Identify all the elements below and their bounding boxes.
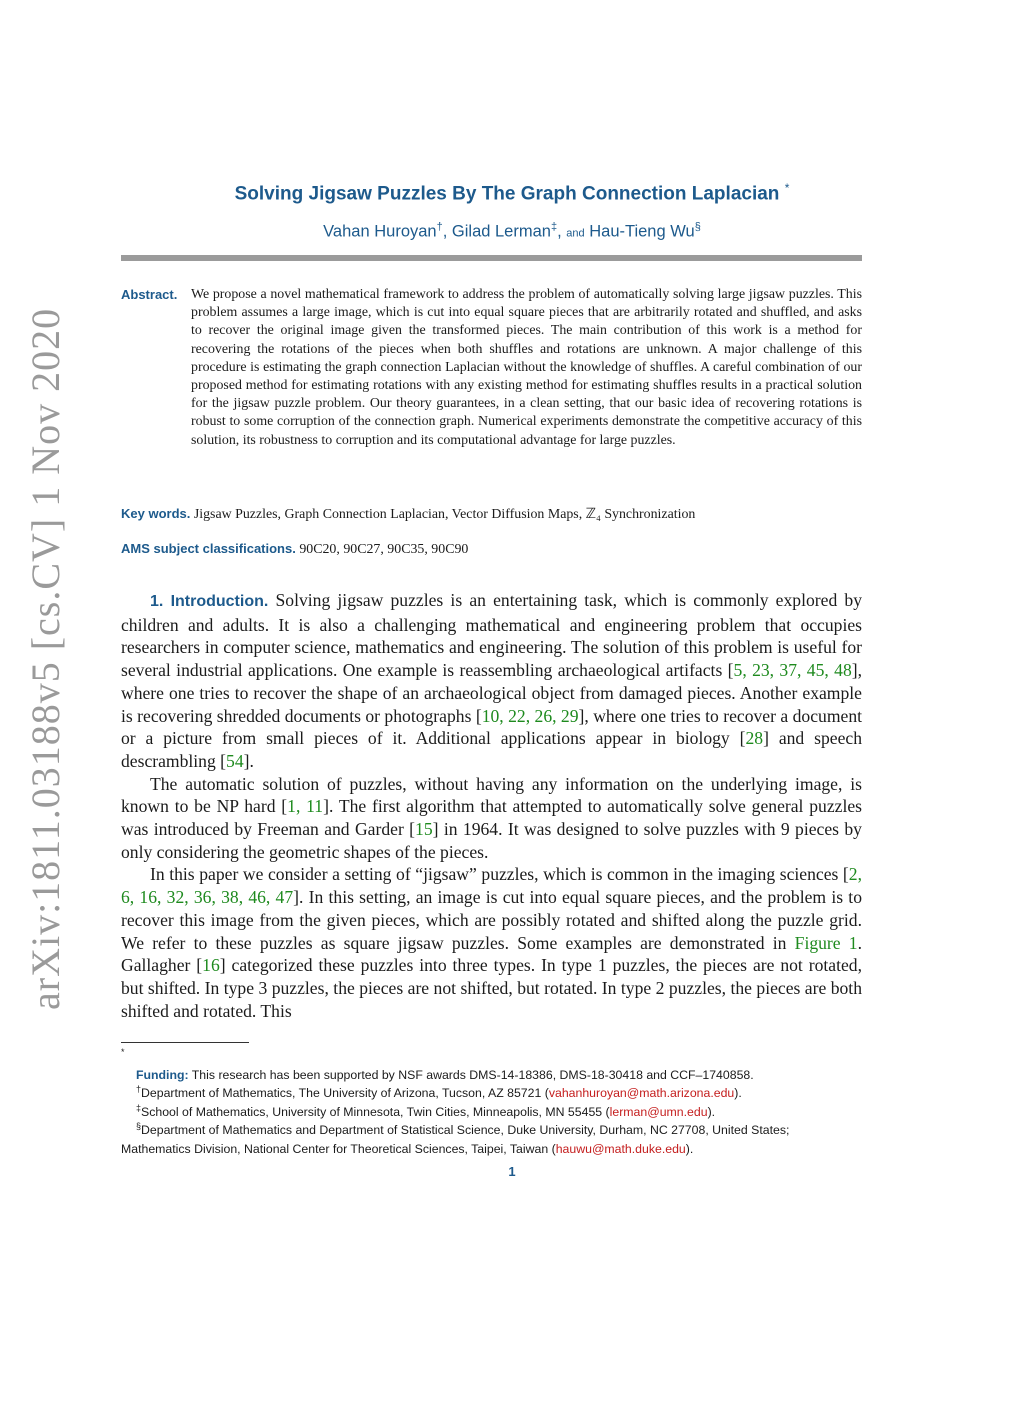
author-mark: †	[436, 221, 443, 233]
text-run: ] categorized these puzzles into three types. In type 1 puzzles, the pieces are not rotated, but shifted. In type 3 puzzles, the pieces are not shifted, but rotated. In type 2 puzzles, the pieces are both shifted and rotated. This	[121, 955, 862, 1021]
section-heading	[150, 593, 268, 610]
footnote-funding	[121, 1066, 862, 1085]
text-run: ], where one tries to recover a document or a picture from small pieces of it. Additional applications appear in biology [	[121, 705, 862, 749]
author-separator: ,	[557, 222, 562, 241]
text-run: ]. The first algorithm that attempted to automatically solve general puzzles was introduced by Freeman and Garder [	[121, 796, 862, 840]
footnote-affiliation-3	[121, 1121, 862, 1158]
citation-link[interactable]: 10, 22, 26, 29	[481, 705, 579, 726]
text-run: ]. In this setting, an image is cut into equal square pieces, and the problem is to recover this image from the given pieces, which are possibly rotated and shifted along the puzzle grid. We refer to these puzzles as square jigsaw puzzles. Some examples are demonstrated in	[121, 887, 862, 953]
text-run: Solving jigsaw puzzles is an entertaining task, which is commonly explored by children and adults. It is also a challenging mathematical and engineering problem that occupies researchers in computer science, mathematics and engineering. The solution of this problem is useful for several industrial applications. One example is reassembling archaeological artifacts [	[121, 590, 862, 681]
author-name: Hau-Tieng Wu	[589, 222, 695, 241]
text-run: In this paper we consider a setting of “jigsaw” puzzles, which is common in the imaging sciences [	[150, 864, 849, 885]
section-number: 1.	[150, 593, 164, 610]
section-title: Introduction.	[170, 593, 269, 610]
author-name: Vahan Huroyan	[323, 222, 437, 241]
footnote-text: Department of Mathematics and Department of Statistical Science, Duke University, Durham, NC 27708, United States; Mathematics Division, National Center for Theoretical Sciences, Taipei, Taiwan (	[121, 1123, 790, 1156]
abstract-label: Abstract.	[121, 287, 178, 302]
citation-link[interactable]: 54	[226, 750, 244, 771]
keywords-label: Key words.	[121, 506, 191, 521]
keywords	[121, 506, 862, 523]
footnote-affiliation-2	[121, 1103, 862, 1122]
text-run: ] in 1964. It was designed to solve puzzles with 9 pieces by only considering the geometric shapes of the pieces.	[121, 819, 862, 862]
footnotes	[121, 1047, 862, 1159]
keywords-text: Jigsaw Puzzles, Graph Connection Laplacian, Vector Diffusion Maps, ℤ₄ Synchronization	[193, 507, 696, 522]
citation-link[interactable]: 5, 23, 37, 45, 48	[733, 660, 852, 681]
text-run: ], where one tries to recover the shape of an archaeological object from damaged pieces. Another example is recovering shredded documents or photographs [	[121, 660, 863, 726]
text-run: ].	[243, 750, 254, 771]
footnote-text-end: ).	[707, 1104, 716, 1119]
email-link[interactable]: vahanhuroyan@math.arizona.edu	[548, 1086, 735, 1101]
footnote-mark: §	[136, 1121, 142, 1132]
ams-text: 90C20, 90C27, 90C35, 90C90	[299, 542, 469, 557]
footnote-text-end: ).	[734, 1086, 742, 1101]
email-link[interactable]: lerman@umn.edu	[609, 1104, 708, 1119]
footnote-mark: ‡	[136, 1102, 142, 1113]
author-mark: §	[694, 221, 701, 233]
intro-paragraph-2	[121, 773, 862, 864]
citation-link[interactable]: 1, 11	[287, 796, 324, 817]
author-name: Gilad Lerman	[451, 222, 551, 241]
text-run: . Gallagher [	[121, 932, 862, 976]
page-number: 1	[508, 1164, 516, 1179]
text-run: ] and speech descrambling [	[121, 728, 862, 771]
paper-title	[0, 181, 1024, 205]
figure-link[interactable]: Figure 1	[794, 932, 858, 953]
title-footnote-mark: *	[784, 181, 790, 195]
footnote-mark: †	[136, 1084, 142, 1095]
footnote-text-end: ).	[685, 1141, 694, 1156]
citation-link[interactable]: 16	[202, 955, 220, 976]
footnote-affiliation-1	[121, 1084, 862, 1103]
citation-link[interactable]: 2, 6, 16, 32, 36, 38, 46, 47	[121, 864, 862, 908]
abstract-text: We propose a novel mathematical framework to address the problem of automatically solving large jigsaw puzzles. This problem assumes a large image, which is cut into equal square pieces that are arbitrarily rotated and shuffled, and asks to recover the original image given the transformed pieces. The main contribution of this work is a method for recovering the rotations of the pieces when both shuffles and rotations are unknown. A major challenge of this procedure is estimating the graph connection Laplacian without the knowledge of shuffles. A careful combination of our proposed method for estimating rotations with any existing method for estimating shuffles results in a practical solution for the jigsaw puzzle problem. Our theory guarantees, in a clean setting, that our basic idea of recovering rotations is robust to some corruption of the connection graph. Numerical experiments demonstrate the competitive accuracy of this solution, its robustness to corruption and its computational advantage for large puzzles.	[191, 287, 862, 448]
author-and: and	[566, 227, 585, 240]
text-run: The automatic solution of puzzles, without having any information on the underlying image, is known to be NP hard [	[121, 773, 862, 817]
abstract	[121, 286, 862, 450]
title-rule	[121, 255, 862, 261]
introduction-section	[121, 589, 862, 1022]
footnote-mark: *	[121, 1046, 125, 1057]
funding-text: This research has been supported by NSF awards DMS-14-18386, DMS-18-30418 and CCF–1740858.	[191, 1067, 754, 1082]
arxiv-watermark: arXiv:1811.03188v5 [cs.CV] 1 Nov 2020	[23, 307, 68, 1010]
citation-link[interactable]: 15	[415, 819, 433, 840]
funding-label: Funding:	[136, 1067, 189, 1082]
footnote-star	[121, 1047, 862, 1066]
author-list	[0, 221, 1024, 242]
email-link[interactable]: hauwu@math.duke.edu	[555, 1141, 686, 1156]
citation-link[interactable]: 28	[745, 728, 764, 749]
title-text: Solving Jigsaw Puzzles By The Graph Connection Laplacian	[234, 183, 780, 205]
footnote-text: Department of Mathematics, The University of Arizona, Tucson, AZ 85721 (	[141, 1086, 549, 1101]
ams-label: AMS subject classifications.	[121, 541, 296, 556]
footnote-text: School of Mathematics, University of Minnesota, Twin Cities, Minneapolis, MN 55455 (	[141, 1104, 610, 1119]
footnote-rule	[121, 1042, 249, 1043]
ams-classifications	[121, 541, 862, 558]
intro-paragraph-1	[121, 589, 862, 773]
intro-paragraph-3	[121, 863, 862, 1022]
author-separator: ,	[442, 222, 448, 241]
author-mark: ‡	[550, 221, 558, 233]
